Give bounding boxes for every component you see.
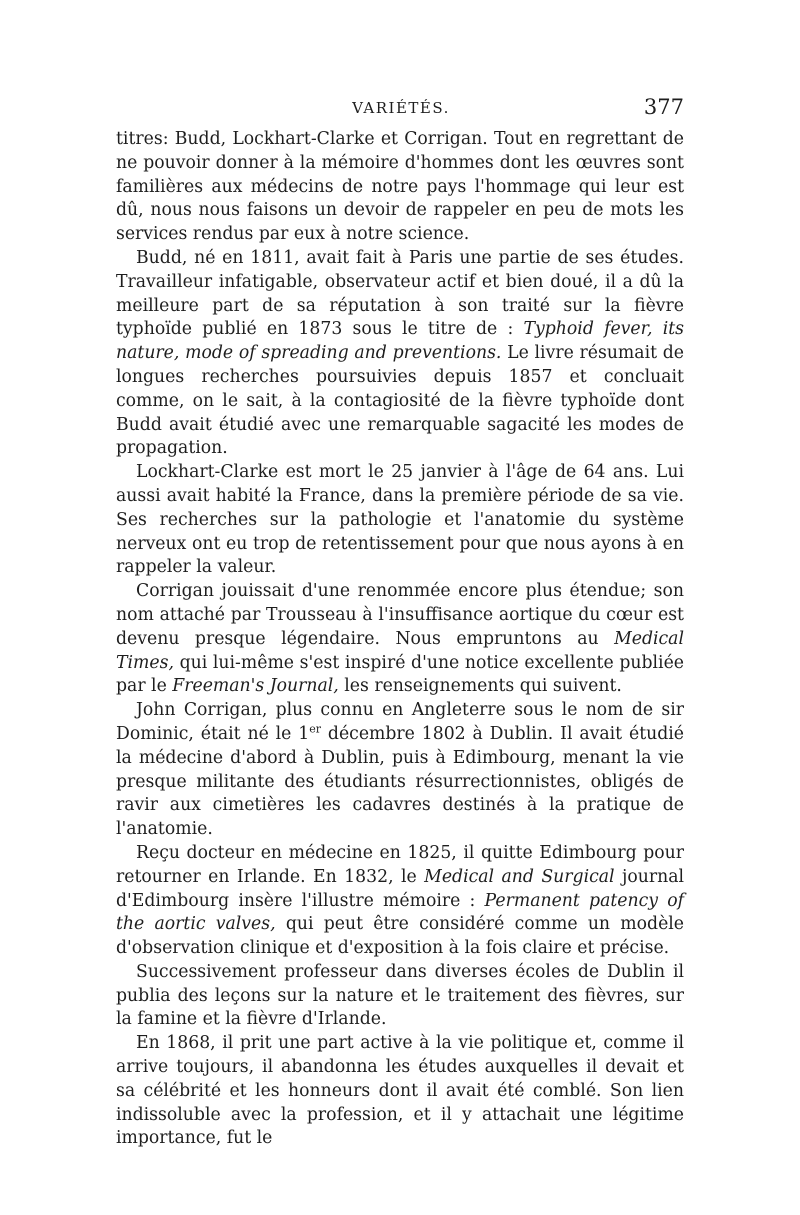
text-segment: Budd, né en 1811, avait fait à Paris une partie de ses études. Travailleur infatigable, observateur actif et bien doué, il a dû la meilleure part de sa réputation à son traité sur la fièvre typhoïde publié en 1873 sous le titre de : — [116, 247, 684, 340]
text-segment: Corrigan jouissait d'une renommée encore plus étendue; son nom attaché par Trousseau à l'insuffisance aortique du cœur est devenu presque légendaire. Nous empruntons au — [116, 581, 684, 649]
italic-title-text: Freeman's Journal, — [172, 676, 339, 697]
superscript-text: er — [309, 722, 322, 736]
italic-title-text: Medical Times, — [116, 628, 684, 673]
text-segment: qui peut être considéré comme un modèle d'observation clinique et d'exposition à la fois claire et précise. — [116, 914, 684, 959]
italic-title-text: Permanent patency of the aortic valves, — [116, 890, 684, 935]
running-title: VARIÉTÉS. — [352, 99, 450, 117]
paragraph — [116, 128, 684, 247]
text-segment: En 1868, il prit une part active à la vie politique et, comme il arrive toujours, il abandonna les études auxquelles il devait et sa célébrité et les honneurs dont il avait été comblé. Son lien indissoluble avec la profession, et il y attachait une légitime importance, fut le — [116, 1033, 684, 1149]
text-segment: journal d'Edimbourg insère l'illustre mémoire : — [116, 866, 684, 911]
paragraph — [116, 247, 684, 461]
paragraph — [116, 461, 684, 580]
page-number: 377 — [643, 95, 684, 119]
body-text — [116, 128, 684, 1151]
paragraph — [116, 842, 684, 961]
italic-title-text: Typhoid fever, its nature, mode of spreading and preventions. — [116, 319, 685, 364]
text-segment: Reçu docteur en médecine en 1825, il quitte Edimbourg pour retourner en Irlande. En 1832, le — [116, 842, 684, 887]
text-segment: les renseignements qui suivent. — [338, 676, 622, 697]
text-segment: décembre 1802 à Dublin. Il avait étudié la médecine d'abord à Dublin, puis à Edimbourg, menant la vie presque militante des étudiants résurrectionnistes, obligés de ravir aux cimetières les cadavres destinés à la pratique de l'anatomie. — [116, 723, 685, 840]
text-segment: Successivement professeur dans diverses écoles de Dublin il publia des leçons sur la nature et le traitement des fièvres, sur la famine et la fièvre d'Irlande. — [116, 961, 684, 1030]
running-head — [118, 96, 684, 122]
text-segment: titres: Budd, Lockhart-Clarke et Corrigan. Tout en regrettant de ne pouvoir donner à la mémoire d'hommes dont les œuvres sont familières aux médecins de notre pays l'hommage qui leur est dû, nous nous faisons un devoir de rappeler en peu de mots les services rendus par eux à notre science. — [116, 129, 684, 245]
italic-title-text: Medical and Surgical — [424, 866, 615, 887]
text-segment: qui lui-même s'est inspiré d'une notice excellente publiée par le — [116, 652, 684, 697]
paragraph — [116, 699, 684, 842]
text-segment: Le livre résumait de longues recherches poursuivies depuis 1857 et concluait comme, on le sait, à la contagiosité de la fièvre typhoïde dont Budd avait étudié avec une remarquable sagacité les modes de propagation. — [116, 343, 684, 459]
paragraph — [116, 1032, 684, 1151]
text-segment: John Corrigan, plus connu en Angleterre sous le nom de sir Dominic, était né le 1 — [116, 700, 684, 744]
text-segment: Lockhart-Clarke est mort le 25 janvier à l'âge de 64 ans. Lui aussi avait habité la France, dans la première période de sa vie. Ses recherches sur la pathologie et l'anatomie du système nerveux ont eu trop de retentissement pour que nous ayons à en rappeler la valeur. — [116, 462, 684, 578]
paragraph — [116, 961, 684, 1032]
paragraph — [116, 580, 684, 699]
